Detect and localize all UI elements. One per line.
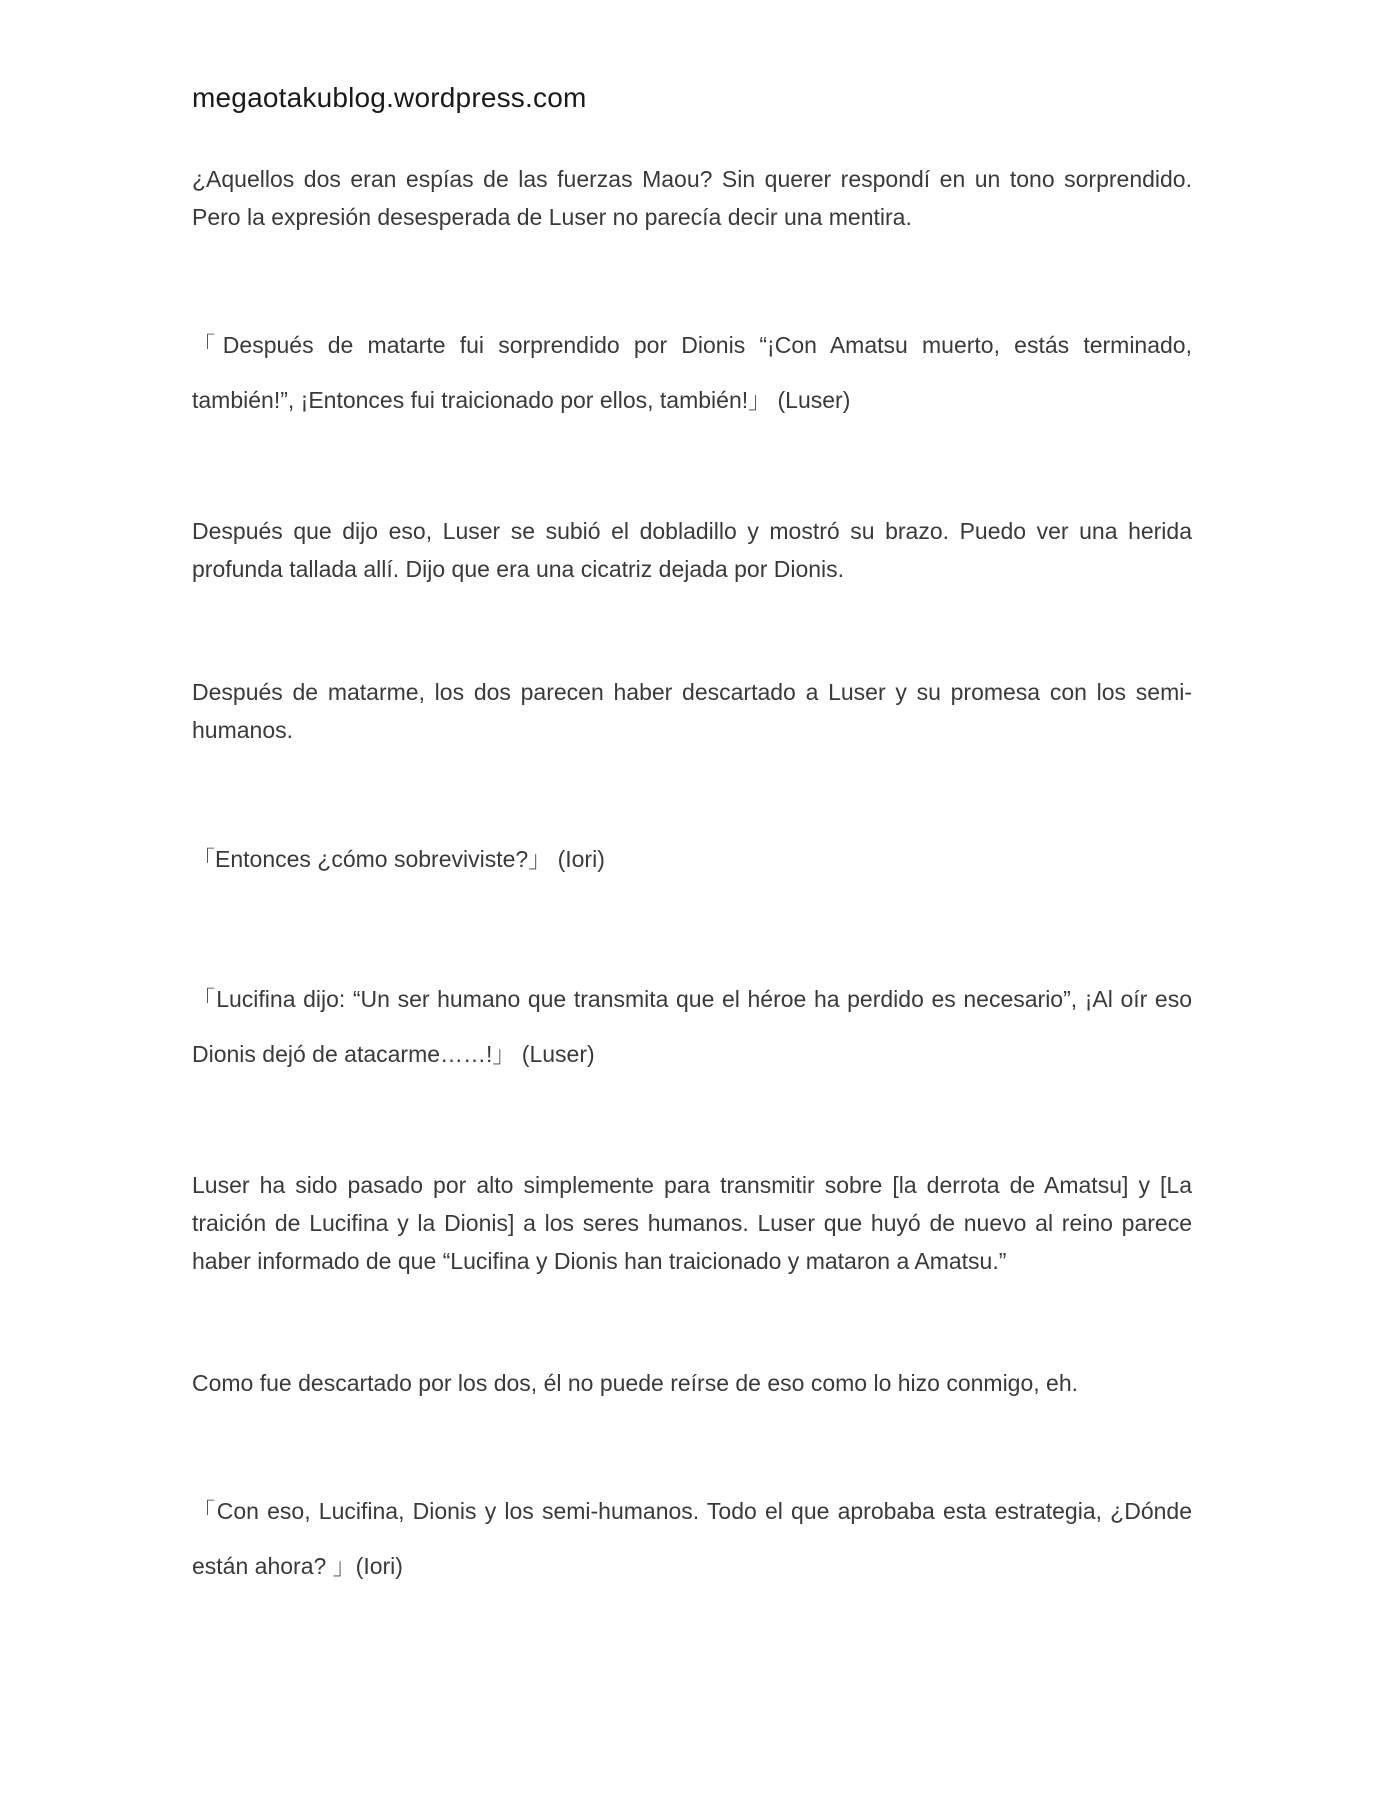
paragraph-4: Después de matarme, los dos parecen haber descartado a Luser y su promesa con los semi-humanos. — [192, 679, 1192, 743]
dialog-iori-2: 「Con eso, Lucifina, Dionis y los semi-humanos. Todo el que aprobaba esta estrategia, ¿Dónde están ahora? 」(Iori) — [192, 1498, 1192, 1579]
dialog-luser-1: 「Después de matarte fui sorprendido por Dionis “¡Con Amatsu muerto, estás terminado, también!”, ¡Entonces fui traicionado por ellos, también!」 (Luser) — [192, 332, 1192, 413]
paragraph-8: Como fue descartado por los dos, él no puede reírse de eso como lo hizo conmigo, eh. — [192, 1370, 1079, 1396]
document-page — [192, 0, 1192, 1812]
paragraph-7: Luser ha sido pasado por alto simplemente para transmitir sobre [la derrota de Amatsu] y [La traición de Lucifina y la Dionis] a los seres humanos. Luser que huyó de nuevo al reino parece haber informado de que “Lucifina y Dionis han traicionado y mataron a Amatsu.” — [192, 1172, 1192, 1274]
paragraph-1: ¿Aquellos dos eran espías de las fuerzas Maou? Sin querer respondí en un tono sorprendido. Pero la expresión desesperada de Luser no parecía decir una mentira. — [192, 166, 1192, 230]
paragraph-3: Después que dijo eso, Luser se subió el dobladillo y mostró su brazo. Puedo ver una herida profunda tallada allí. Dijo que era una cicatriz dejada por Dionis. — [192, 518, 1192, 582]
dialog-luser-2: 「Lucifina dijo: “Un ser humano que transmita que el héroe ha perdido es necesario”, ¡Al oír eso Dionis dejó de atacarme……!」 (Luser) — [192, 986, 1192, 1067]
dialog-iori-1: 「Entonces ¿cómo sobreviviste?」 (Iori) — [192, 846, 605, 872]
site-header: megaotakublog.wordpress.com — [192, 82, 587, 113]
